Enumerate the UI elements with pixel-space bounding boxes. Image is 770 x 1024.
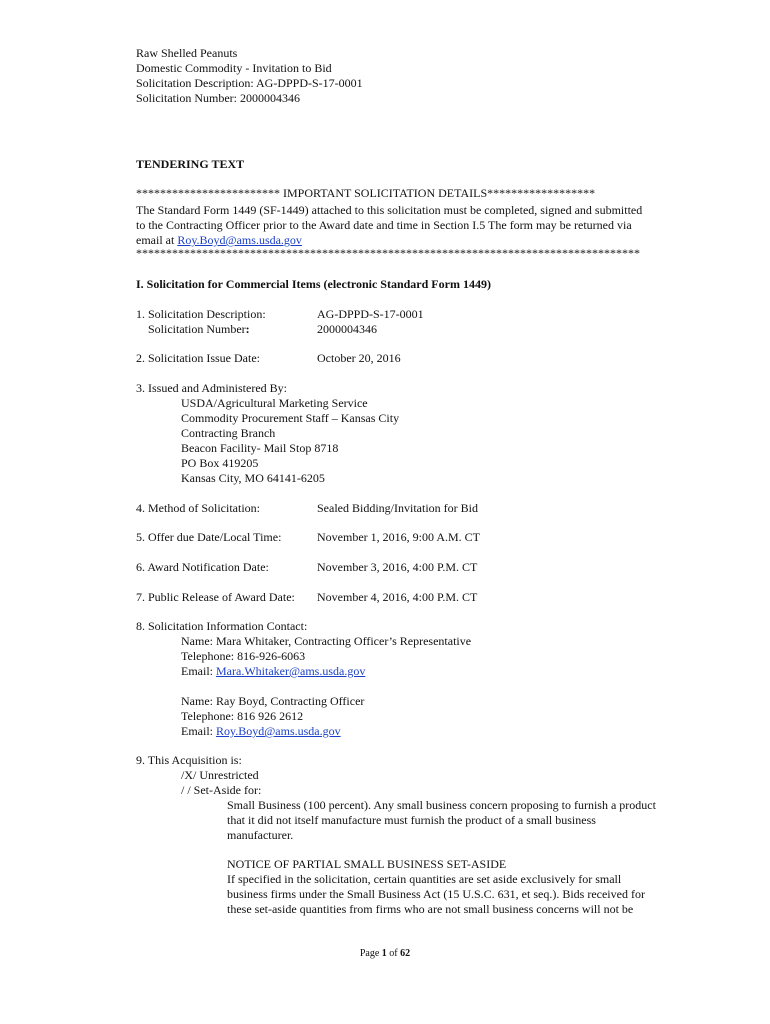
notice-line: business firms under the Small Business Act (15 U.S.C. 631, et seq.). Bids received for <box>227 887 645 901</box>
item2-label: 2. Solicitation Issue Date: <box>136 351 260 365</box>
item1-label-description: 1. Solicitation Description: <box>136 307 266 321</box>
issuer-line: Beacon Facility- Mail Stop 8718 <box>181 441 339 455</box>
issuer-line: USDA/Agricultural Marketing Service <box>181 396 368 410</box>
section-heading: I. Solicitation for Commercial Items (electronic Standard Form 1449) <box>136 277 491 291</box>
item9-label: 9. This Acquisition is: <box>136 753 242 767</box>
item5-value: November 1, 2016, 9:00 A.M. CT <box>317 530 480 544</box>
tendering-heading: TENDERING TEXT <box>136 157 245 171</box>
email-link-mara-whitaker[interactable]: Mara.Whitaker@ams.usda.gov <box>216 664 366 678</box>
item6-value: November 3, 2016, 4:00 P.M. CT <box>317 560 478 574</box>
current-page: 1 <box>381 948 387 959</box>
page-number-footer: Page 1 of 62 <box>359 948 411 959</box>
item1-value-description: AG-DPPD-S-17-0001 <box>317 307 424 321</box>
item1-label-number: Solicitation Number: <box>148 322 250 336</box>
notice-line: these set-aside quantities from firms who are not small business concerns will not be <box>227 902 634 916</box>
contact1-phone: Telephone: 816-926-6063 <box>181 649 306 663</box>
issuer-line: Contracting Branch <box>181 426 276 440</box>
item4-label: 4. Method of Solicitation: <box>136 501 260 515</box>
contact1-email-line: Email: Mara.Whitaker@ams.usda.gov <box>181 664 366 678</box>
contact2-email-line: Email: Roy.Boyd@ams.usda.gov <box>181 724 341 738</box>
total-pages: 62 <box>400 948 411 959</box>
header-commodity: Domestic Commodity - Invitation to Bid <box>136 61 332 75</box>
issuer-line: Kansas City, MO 64141-6205 <box>181 471 325 485</box>
banner-stars-left: ************************ <box>136 186 280 200</box>
header-number: Solicitation Number: 2000004346 <box>136 91 300 105</box>
issuer-line: PO Box 419205 <box>181 456 259 470</box>
item8-label: 8. Solicitation Information Contact: <box>136 619 308 633</box>
contact2-name: Name: Ray Boyd, Contracting Officer <box>181 694 365 708</box>
item1-value-number: 2000004346 <box>317 322 377 336</box>
item4-value: Sealed Bidding/Invitation for Bid <box>317 501 478 515</box>
banner-title: IMPORTANT SOLICITATION DETAILS <box>280 186 488 200</box>
item3-label: 3. Issued and Administered By: <box>136 381 287 395</box>
email-link-roy-boyd-contact[interactable]: Roy.Boyd@ams.usda.gov <box>216 724 341 738</box>
acquisition-unrestricted: /X/ Unrestricted <box>181 768 259 782</box>
small-business-line: that it did not itself manufacture must furnish the product of a small business <box>227 813 596 827</box>
tendering-body-line-1: The Standard Form 1449 (SF-1449) attached to this solicitation must be completed, signed and submitted <box>136 203 643 217</box>
acquisition-setaside: / / Set-Aside for: <box>181 783 262 797</box>
item5-label: 5. Offer due Date/Local Time: <box>136 530 282 544</box>
notice-line: If specified in the solicitation, certain quantities are set aside exclusively for small <box>227 872 622 886</box>
issuer-line: Commodity Procurement Staff – Kansas City <box>181 411 400 425</box>
contact2-phone: Telephone: 816 926 2612 <box>181 709 304 723</box>
banner-stars-right: ****************** <box>487 186 596 200</box>
item7-value: November 4, 2016, 4:00 P.M. CT <box>317 590 478 604</box>
small-business-line: manufacturer. <box>227 828 294 842</box>
stars-divider: ************************************************************************************ <box>136 246 640 260</box>
contact1-name: Name: Mara Whitaker, Contracting Officer’s Representative <box>181 634 472 648</box>
tendering-body-line-3: email at Roy.Boyd@ams.usda.gov <box>136 233 302 247</box>
item2-value: October 20, 2016 <box>317 351 401 365</box>
notice-heading: NOTICE OF PARTIAL SMALL BUSINESS SET-ASIDE <box>227 857 507 871</box>
header-product: Raw Shelled Peanuts <box>136 46 238 60</box>
item6-label: 6. Award Notification Date: <box>136 560 269 574</box>
tendering-body-line-2: to the Contracting Officer prior to the Award date and time in Section I.5 The form may be returned via <box>136 218 632 232</box>
header-description: Solicitation Description: AG-DPPD-S-17-0001 <box>136 76 363 90</box>
item7-label: 7. Public Release of Award Date: <box>136 590 295 604</box>
small-business-line: Small Business (100 percent). Any small business concern proposing to furnish a product <box>227 798 656 812</box>
important-banner <box>136 186 595 201</box>
email-link-roy-boyd[interactable]: Roy.Boyd@ams.usda.gov <box>177 233 302 247</box>
